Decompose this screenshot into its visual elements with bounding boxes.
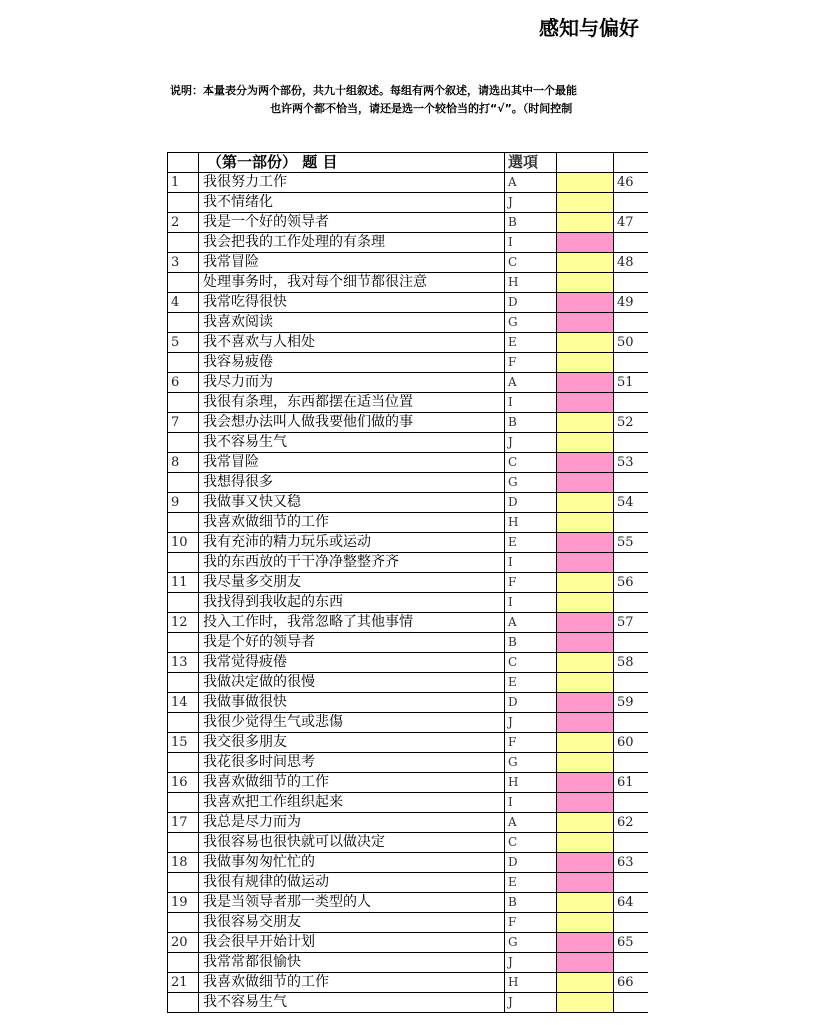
table-row (168, 213, 648, 233)
table-row (168, 233, 648, 253)
answer-cell[interactable] (557, 833, 614, 853)
table-row (168, 613, 648, 633)
second-part-number: 54 (614, 493, 648, 513)
second-part-number (614, 513, 648, 533)
question-text: 我喜欢阅读 (199, 313, 505, 333)
answer-cell[interactable] (557, 873, 614, 893)
answer-cell[interactable] (557, 213, 614, 233)
answer-cell[interactable] (557, 493, 614, 513)
question-text: 我做事做很快 (199, 693, 505, 713)
option-letter: G (505, 933, 557, 953)
question-number (168, 313, 199, 333)
option-letter: A (505, 373, 557, 393)
question-number (168, 993, 199, 1013)
question-text: 我想得很多 (199, 473, 505, 493)
table-row (168, 673, 648, 693)
table-row (168, 973, 648, 993)
question-text: 我喜欢做细节的工作 (199, 513, 505, 533)
sheet-title: 感知与偏好 (539, 16, 639, 40)
second-part-number: 52 (614, 413, 648, 433)
table-row (168, 373, 648, 393)
second-part-number: 56 (614, 573, 648, 593)
header-number2-cell (614, 153, 648, 173)
option-letter: H (505, 773, 557, 793)
answer-cell[interactable] (557, 573, 614, 593)
answer-cell[interactable] (557, 553, 614, 573)
option-letter: C (505, 453, 557, 473)
option-letter: I (505, 553, 557, 573)
table-row (168, 393, 648, 413)
option-letter: B (505, 893, 557, 913)
answer-cell[interactable] (557, 253, 614, 273)
table-row (168, 413, 648, 433)
question-number (168, 353, 199, 373)
second-part-number: 55 (614, 533, 648, 553)
question-text: 我交很多朋友 (199, 733, 505, 753)
answer-cell[interactable] (557, 233, 614, 253)
answer-cell[interactable] (557, 373, 614, 393)
answer-cell[interactable] (557, 413, 614, 433)
second-part-number: 59 (614, 693, 648, 713)
question-text: 我会很早开始计划 (199, 933, 505, 953)
answer-cell[interactable] (557, 673, 614, 693)
table-row (168, 793, 648, 813)
answer-cell[interactable] (557, 953, 614, 973)
second-part-number: 64 (614, 893, 648, 913)
answer-cell[interactable] (557, 533, 614, 553)
answer-cell[interactable] (557, 693, 614, 713)
option-letter: J (505, 953, 557, 973)
question-text: 我喜欢做细节的工作 (199, 973, 505, 993)
answer-cell[interactable] (557, 893, 614, 913)
second-part-number (614, 433, 648, 453)
answer-cell[interactable] (557, 713, 614, 733)
table-row (168, 313, 648, 333)
option-letter: H (505, 513, 557, 533)
question-text: 我总是尽力而为 (199, 813, 505, 833)
answer-cell[interactable] (557, 933, 614, 953)
table-row (168, 333, 648, 353)
question-number (168, 233, 199, 253)
question-number (168, 193, 199, 213)
question-rows (168, 173, 648, 1013)
question-text: 我是一个好的领导者 (199, 213, 505, 233)
question-text: 我做事匆匆忙忙的 (199, 853, 505, 873)
option-letter: H (505, 273, 557, 293)
option-letter: D (505, 493, 557, 513)
option-letter: C (505, 833, 557, 853)
second-part-number: 47 (614, 213, 648, 233)
second-part-number: 46 (614, 173, 648, 193)
header-question-cell: （第一部份） 题 目 (199, 153, 505, 173)
table-row (168, 553, 648, 573)
answer-cell[interactable] (557, 393, 614, 413)
question-number (168, 873, 199, 893)
question-text: 我常冒险 (199, 253, 505, 273)
table-row (168, 833, 648, 853)
answer-cell[interactable] (557, 813, 614, 833)
question-number (168, 473, 199, 493)
question-number: 20 (168, 933, 199, 953)
option-letter: G (505, 753, 557, 773)
question-text: 我会想办法叫人做我要他们做的事 (199, 413, 505, 433)
second-part-number: 51 (614, 373, 648, 393)
option-letter: I (505, 233, 557, 253)
question-number: 9 (168, 493, 199, 513)
second-part-number (614, 273, 648, 293)
question-text: 我很努力工作 (199, 173, 505, 193)
second-part-number (614, 193, 648, 213)
question-number: 6 (168, 373, 199, 393)
question-number: 13 (168, 653, 199, 673)
question-number: 2 (168, 213, 199, 233)
table-row (168, 573, 648, 593)
option-letter: E (505, 333, 557, 353)
answer-cell[interactable] (557, 913, 614, 933)
second-part-number (614, 353, 648, 373)
table-row (168, 993, 648, 1013)
second-part-number (614, 313, 648, 333)
answer-cell[interactable] (557, 433, 614, 453)
question-number (168, 753, 199, 773)
option-letter: J (505, 713, 557, 733)
question-text: 我花很多时间思考 (199, 753, 505, 773)
question-text: 我做事又快又稳 (199, 493, 505, 513)
question-text: 我尽力而为 (199, 373, 505, 393)
option-letter: E (505, 873, 557, 893)
header-option-cell: 選項 (505, 153, 557, 173)
option-letter: F (505, 573, 557, 593)
table-row (168, 693, 648, 713)
table-row (168, 193, 648, 213)
question-text: 我很容易也很快就可以做决定 (199, 833, 505, 853)
answer-cell[interactable] (557, 193, 614, 213)
option-letter: A (505, 613, 557, 633)
option-letter: B (505, 213, 557, 233)
option-letter: E (505, 533, 557, 553)
question-text: 我喜欢把工作组织起来 (199, 793, 505, 813)
answer-cell[interactable] (557, 793, 614, 813)
table-row (168, 873, 648, 893)
question-text: 我常吃得很快 (199, 293, 505, 313)
question-number: 21 (168, 973, 199, 993)
table-row (168, 633, 648, 653)
question-number (168, 393, 199, 413)
question-number: 8 (168, 453, 199, 473)
second-part-number (614, 953, 648, 973)
question-text: 我很少觉得生气或悲傷 (199, 713, 505, 733)
option-letter: J (505, 993, 557, 1013)
table-row (168, 473, 648, 493)
table-row (168, 593, 648, 613)
question-text: 我会把我的工作处理的有条理 (199, 233, 505, 253)
option-letter: C (505, 253, 557, 273)
question-text: 处理事务时，我对每个细节都很注意 (199, 273, 505, 293)
question-text: 我的东西放的干干净净整整齐齐 (199, 553, 505, 573)
question-text: 我有充沛的精力玩乐或运动 (199, 533, 505, 553)
option-letter: B (505, 413, 557, 433)
question-number: 11 (168, 573, 199, 593)
question-text: 我找得到我收起的东西 (199, 593, 505, 613)
table-row (168, 653, 648, 673)
question-number: 3 (168, 253, 199, 273)
table-row (168, 273, 648, 293)
table-row (168, 893, 648, 913)
option-letter: B (505, 633, 557, 653)
option-letter: H (505, 973, 557, 993)
second-part-number: 66 (614, 973, 648, 993)
answer-cell[interactable] (557, 773, 614, 793)
question-number (168, 833, 199, 853)
second-part-number (614, 393, 648, 413)
second-part-number (614, 553, 648, 573)
answer-cell[interactable] (557, 173, 614, 193)
question-number (168, 273, 199, 293)
table-row (168, 853, 648, 873)
option-letter: I (505, 793, 557, 813)
option-letter: E (505, 673, 557, 693)
table-row (168, 953, 648, 973)
instructions-line-1: 说明：本量表分为两个部份，共九十组叙述。每组有两个叙述，请选出其中一个最能 (170, 84, 577, 97)
second-part-number (614, 753, 648, 773)
second-part-number: 49 (614, 293, 648, 313)
second-part-number (614, 793, 648, 813)
question-text: 我很有规律的做运动 (199, 873, 505, 893)
header-number-cell (168, 153, 199, 173)
question-number (168, 633, 199, 653)
answer-cell[interactable] (557, 613, 614, 633)
answer-cell[interactable] (557, 353, 614, 373)
answer-cell[interactable] (557, 453, 614, 473)
question-number: 17 (168, 813, 199, 833)
table-row (168, 453, 648, 473)
question-text: 我很容易交朋友 (199, 913, 505, 933)
option-letter: A (505, 173, 557, 193)
question-number: 19 (168, 893, 199, 913)
question-number (168, 673, 199, 693)
question-number: 1 (168, 173, 199, 193)
table-header-row (168, 153, 648, 173)
answer-cell[interactable] (557, 993, 614, 1013)
second-part-number (614, 633, 648, 653)
question-number: 10 (168, 533, 199, 553)
table-row (168, 173, 648, 193)
option-letter: F (505, 913, 557, 933)
question-text: 我是个好的领导者 (199, 633, 505, 653)
option-letter: J (505, 193, 557, 213)
question-number: 15 (168, 733, 199, 753)
answer-cell[interactable] (557, 593, 614, 613)
answer-cell[interactable] (557, 973, 614, 993)
question-text: 我常觉得疲倦 (199, 653, 505, 673)
answer-cell[interactable] (557, 293, 614, 313)
second-part-number: 65 (614, 933, 648, 953)
table-row (168, 753, 648, 773)
option-letter: G (505, 313, 557, 333)
question-text: 我不情绪化 (199, 193, 505, 213)
question-text: 我容易疲倦 (199, 353, 505, 373)
answer-cell[interactable] (557, 513, 614, 533)
second-part-number: 48 (614, 253, 648, 273)
table-row (168, 253, 648, 273)
answer-cell[interactable] (557, 733, 614, 753)
question-number (168, 433, 199, 453)
second-part-number (614, 713, 648, 733)
second-part-number (614, 913, 648, 933)
second-part-number (614, 673, 648, 693)
question-number: 18 (168, 853, 199, 873)
second-part-number: 60 (614, 733, 648, 753)
question-text: 我不喜欢与人相处 (199, 333, 505, 353)
second-part-number: 62 (614, 813, 648, 833)
answer-cell[interactable] (557, 633, 614, 653)
question-number (168, 913, 199, 933)
question-number: 12 (168, 613, 199, 633)
option-letter: G (505, 473, 557, 493)
option-letter: F (505, 733, 557, 753)
table-row (168, 533, 648, 553)
second-part-number (614, 873, 648, 893)
question-number (168, 713, 199, 733)
question-number (168, 553, 199, 573)
header-answer-cell (557, 153, 614, 173)
second-part-number: 58 (614, 653, 648, 673)
instructions-line-2: 也许两个都不恰当，请还是选一个较恰当的打“√”。（时间控制 (270, 102, 573, 115)
table-row (168, 773, 648, 793)
table-row (168, 733, 648, 753)
question-text: 我做决定做的很慢 (199, 673, 505, 693)
question-number (168, 793, 199, 813)
question-number: 14 (168, 693, 199, 713)
question-text: 我尽量多交朋友 (199, 573, 505, 593)
table-row (168, 513, 648, 533)
question-number: 5 (168, 333, 199, 353)
answer-cell[interactable] (557, 313, 614, 333)
question-text: 我常冒险 (199, 453, 505, 473)
answer-cell[interactable] (557, 753, 614, 773)
answer-cell[interactable] (557, 853, 614, 873)
table-row (168, 353, 648, 373)
option-letter: D (505, 293, 557, 313)
second-part-number (614, 833, 648, 853)
question-text: 我是当领导者那一类型的人 (199, 893, 505, 913)
question-number (168, 953, 199, 973)
second-part-number: 50 (614, 333, 648, 353)
answer-cell[interactable] (557, 333, 614, 353)
option-letter: C (505, 653, 557, 673)
second-part-number: 61 (614, 773, 648, 793)
question-number: 16 (168, 773, 199, 793)
second-part-number: 57 (614, 613, 648, 633)
option-letter: I (505, 593, 557, 613)
table-row (168, 713, 648, 733)
question-text: 我很有条理，东西都摆在适当位置 (199, 393, 505, 413)
option-letter: D (505, 853, 557, 873)
table-row (168, 813, 648, 833)
second-part-number (614, 233, 648, 253)
table-row (168, 493, 648, 513)
question-text: 我喜欢做细节的工作 (199, 773, 505, 793)
table-row (168, 293, 648, 313)
question-number (168, 593, 199, 613)
question-text: 投入工作时，我常忽略了其他事情 (199, 613, 505, 633)
second-part-number (614, 993, 648, 1013)
answer-cell[interactable] (557, 273, 614, 293)
question-number: 4 (168, 293, 199, 313)
questionnaire-table (167, 152, 648, 1013)
second-part-number: 63 (614, 853, 648, 873)
second-part-number (614, 593, 648, 613)
question-number (168, 513, 199, 533)
second-part-number: 53 (614, 453, 648, 473)
question-text: 我常常都很愉快 (199, 953, 505, 973)
option-letter: I (505, 393, 557, 413)
option-letter: D (505, 693, 557, 713)
table-row (168, 433, 648, 453)
option-letter: F (505, 353, 557, 373)
table-row (168, 933, 648, 953)
option-letter: A (505, 813, 557, 833)
question-number: 7 (168, 413, 199, 433)
table-row (168, 913, 648, 933)
second-part-number (614, 473, 648, 493)
question-text: 我不容易生气 (199, 993, 505, 1013)
option-letter: J (505, 433, 557, 453)
answer-cell[interactable] (557, 473, 614, 493)
question-text: 我不容易生气 (199, 433, 505, 453)
answer-cell[interactable] (557, 653, 614, 673)
